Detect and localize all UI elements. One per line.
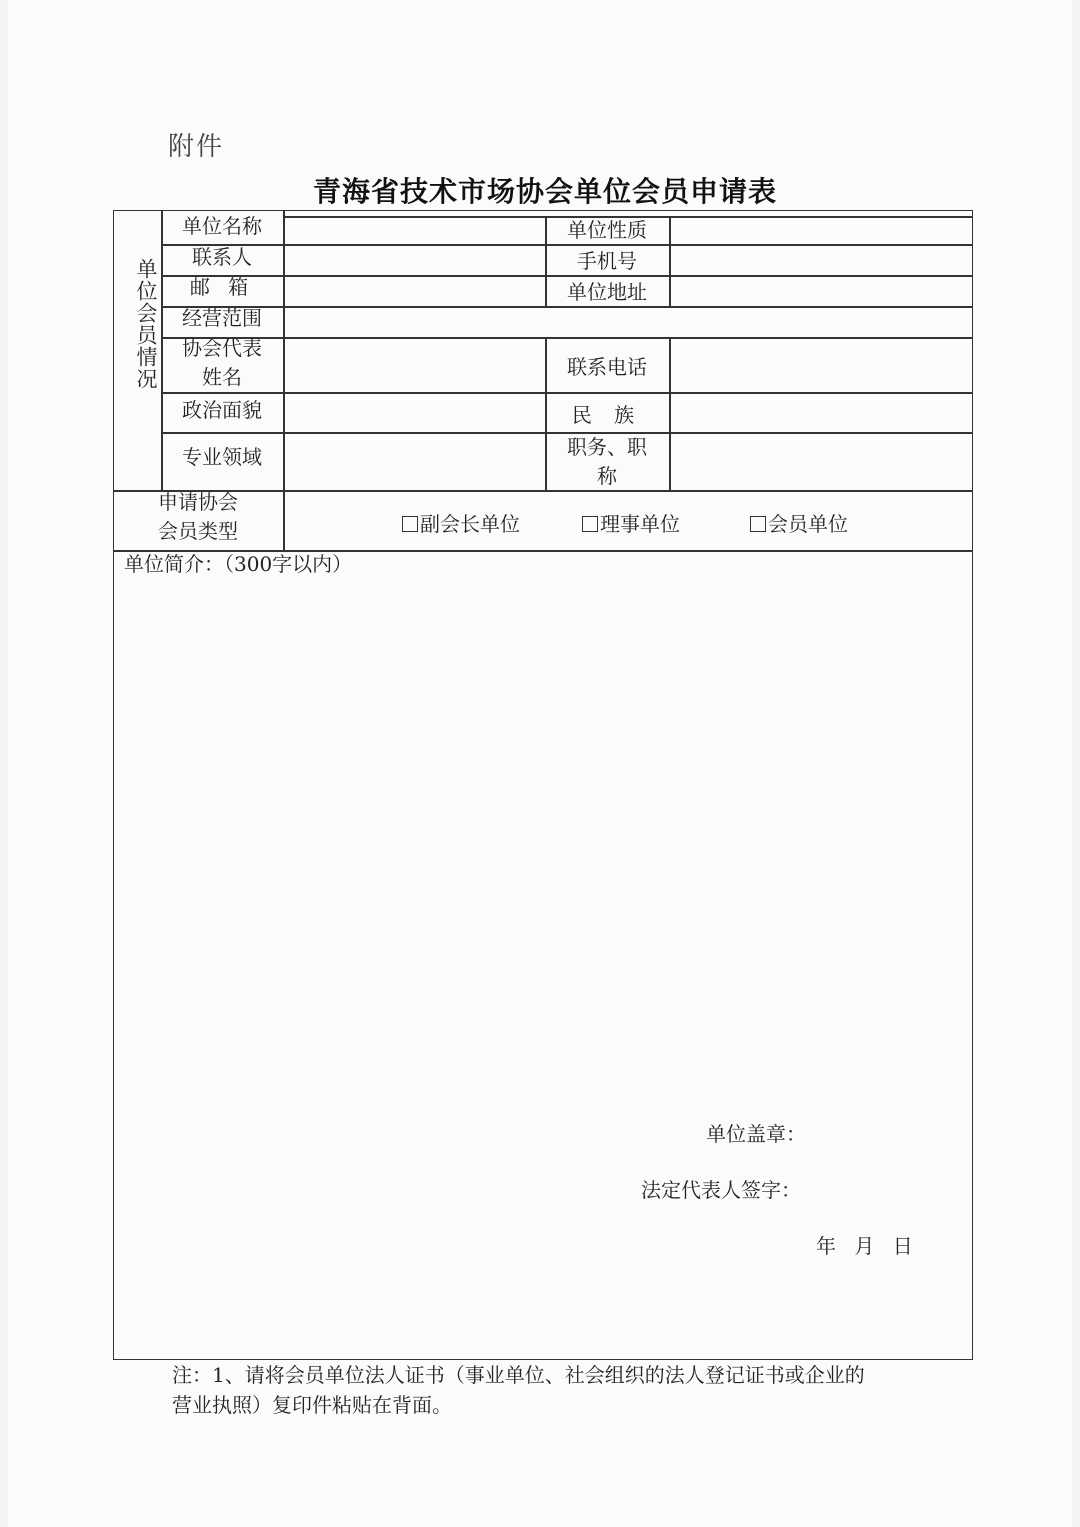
option-council[interactable]: [582, 508, 680, 537]
option-label: 副会长单位: [420, 512, 520, 536]
date-label: 年 月 日: [816, 1234, 919, 1258]
footnote-line-1: 注：1、请将会员单位法人证书（事业单位、社会组织的法人登记证书或企业的: [172, 1363, 865, 1387]
attachment-label: 附件: [168, 132, 225, 162]
label-business-scope: 经营范围: [182, 306, 262, 330]
label-professional-field: 专业领域: [182, 445, 262, 469]
label-political-status: 政治面貌: [182, 398, 262, 422]
intro-label: 单位简介：（300字以内）: [124, 552, 353, 576]
footnote-line-2: 营业执照）复印件粘贴在背面。: [172, 1393, 452, 1417]
option-label: 会员单位: [768, 512, 848, 536]
label-unit-address: 单位地址: [567, 280, 647, 304]
section-label: 单位会员情况: [134, 258, 158, 390]
form-title: 青海省技术市场协会单位会员申请表: [312, 175, 777, 208]
table-line: [283, 210, 285, 550]
label-title-1: 职务、职: [567, 435, 647, 459]
label-membership-1: 申请协会: [158, 490, 238, 514]
label-contact-person: 联系人: [192, 245, 252, 269]
option-vice-president[interactable]: [402, 508, 520, 537]
option-member[interactable]: [750, 508, 848, 537]
label-unit-name: 单位名称: [182, 214, 262, 238]
label-rep-name-2: 姓名: [202, 365, 242, 389]
label-rep-name-1: 协会代表: [182, 336, 262, 360]
label-mobile: 手机号: [577, 249, 637, 273]
seal-label: 单位盖章：: [706, 1122, 806, 1146]
legal-rep-label: 法定代表人签字：: [641, 1178, 801, 1202]
footnote: [172, 1360, 932, 1420]
label-contact-phone: 联系电话: [567, 355, 647, 379]
table-line: [161, 392, 973, 394]
label-unit-nature: 单位性质: [567, 218, 647, 242]
checkbox-icon[interactable]: [582, 516, 598, 532]
table-line: [669, 216, 671, 307]
checkbox-icon[interactable]: [750, 516, 766, 532]
table-line: [669, 338, 671, 492]
label-title-2: 称: [597, 464, 617, 488]
label-ethnicity: 民 族: [571, 403, 643, 427]
checkbox-icon[interactable]: [402, 516, 418, 532]
option-label: 理事单位: [600, 512, 680, 536]
label-email: 邮 箱: [189, 275, 255, 299]
label-membership-2: 会员类型: [158, 519, 238, 543]
